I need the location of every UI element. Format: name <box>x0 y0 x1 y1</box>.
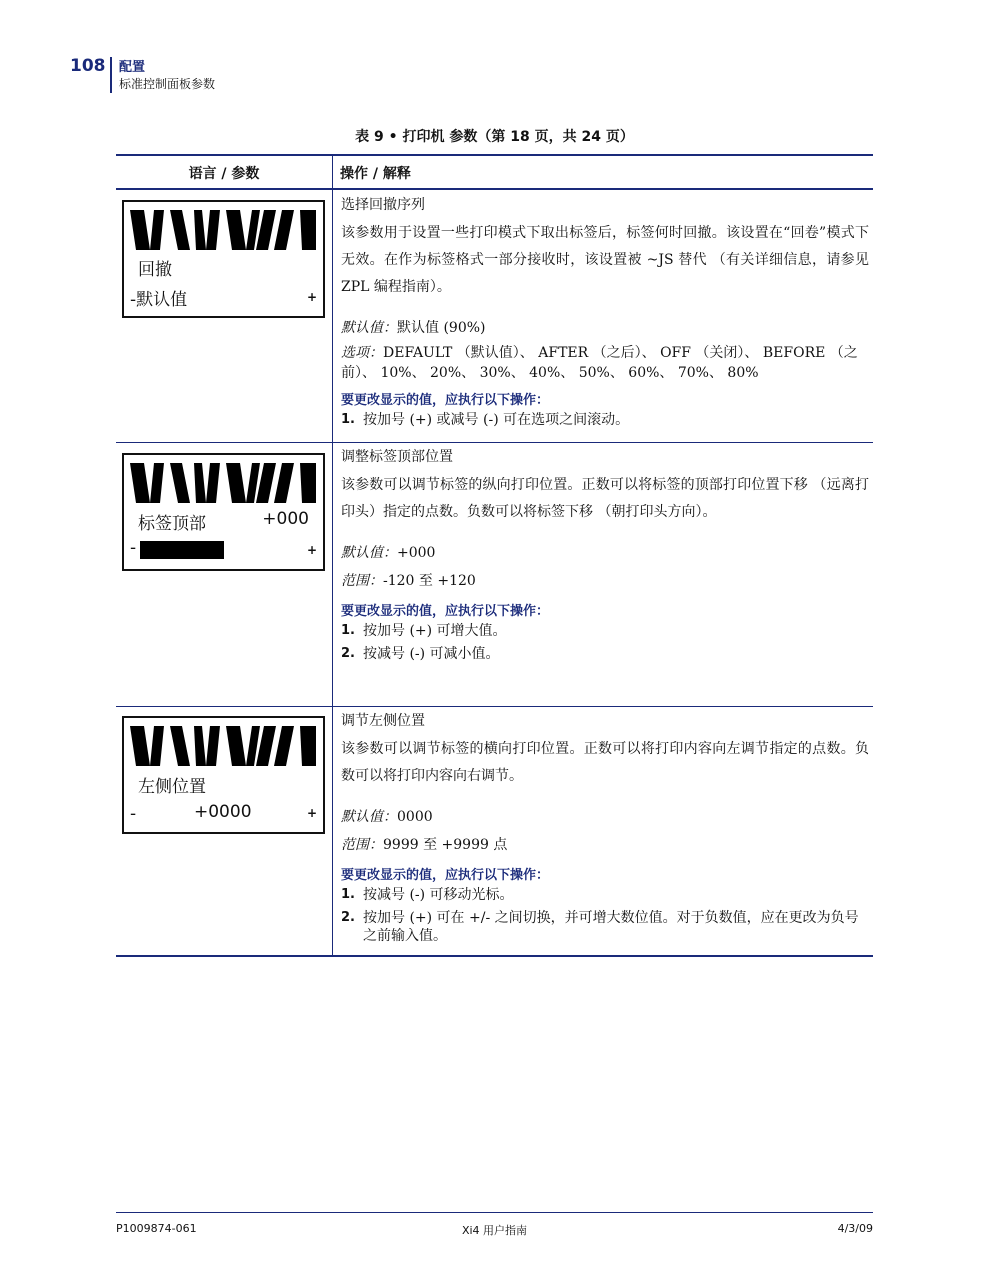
default-label: 默认值： <box>341 545 397 561</box>
options-label: 选项： <box>341 345 383 361</box>
step-item: 1. 按减号 (-) 可移动光标。 <box>341 887 514 903</box>
lcd-line-1: 标签顶部 <box>138 514 206 534</box>
zebra-logo-icon <box>130 724 319 768</box>
parameter-explanation: 该参数用于设置一些打印模式下取出标签后，标签何时回撤。该设置在“回卷”模式下无效。在作为标签格式一部分接收时，该设置被 ~JS 替代 （有关详细信息，请参见 ZPL 编程指南）。 <box>341 225 869 295</box>
footer-guide-title: Xi4 用户指南 <box>461 1224 528 1237</box>
change-instructions-heading: 要更改显示的值，应执行以下操作： <box>341 604 550 619</box>
step-text: 按减号 (-) 可减小值。 <box>363 646 500 662</box>
step-item: 1. 按加号 (+) 或减号 (-) 可在选项之间滚动。 <box>341 412 630 428</box>
column-divider <box>332 156 333 956</box>
default-text: 默认值 (90%) <box>397 320 486 336</box>
zebra-logo-icon <box>130 461 319 505</box>
table-top-rule <box>116 154 873 156</box>
footer-doc-id: P1009874-061 <box>116 1222 197 1235</box>
step-text: 按加号 (+) 或减号 (-) 可在选项之间滚动。 <box>363 412 630 428</box>
column-header-parameter: 语言 / 参数 <box>188 166 260 182</box>
footer-date: 4/3/09 <box>837 1222 873 1235</box>
change-instructions-heading: 要更改显示的值，应执行以下操作： <box>341 868 550 883</box>
lcd-plus-indicator: + <box>306 806 317 820</box>
chapter-title: 配置 <box>119 60 146 75</box>
lcd-display <box>122 716 325 834</box>
step-item: 1. 按加号 (+) 可增大值。 <box>341 623 507 639</box>
lcd-line-2: -默认值 <box>130 290 188 310</box>
parameter-explanation: 该参数可以调节标签的纵向打印位置。正数可以将标签的顶部打印位置下移 （远离打印头）指定的点数。负数可以将标签下移 （朝打印头方向）。 <box>341 477 869 520</box>
default-value <box>341 806 869 828</box>
lcd-display <box>122 200 325 318</box>
parameter-description <box>341 710 869 950</box>
default-text: +000 <box>397 545 436 561</box>
step-item: 2. 按减号 (-) 可减小值。 <box>341 646 500 662</box>
default-value <box>341 317 869 339</box>
lcd-value: +0000 <box>194 802 252 822</box>
range-text: 9999 至 +9999 点 <box>383 837 508 853</box>
header-divider <box>110 57 112 93</box>
zebra-logo-icon <box>130 208 319 252</box>
footer-rule <box>116 1212 873 1213</box>
step-text: 按加号 (+) 可增大值。 <box>363 623 507 639</box>
options-text: DEFAULT （默认值）、 AFTER （之后）、 OFF （关闭）、 BEFORE （之前）、 10%、 20%、 30%、 40%、 50%、 60%、 70%、 80% <box>341 345 858 381</box>
lcd-level-bar <box>140 541 224 559</box>
table-caption: 表 9 • 打印机 参数（第 18 页，共 24 页） <box>355 129 634 145</box>
step-text: 按加号 (+) 可在 +/- 之间切换，并可增大数位值。对于负数值，应在更改为负号之前输入值。 <box>363 910 859 944</box>
default-label: 默认值： <box>341 320 397 336</box>
lcd-line-1: 左侧位置 <box>138 777 206 797</box>
header-rule <box>116 188 873 190</box>
step-item: 2. 按加号 (+) 可在 +/- 之间切换，并可增大数位值。对于负数值，应在更改为负号之前输入值。 <box>341 910 859 944</box>
lcd-value: +000 <box>262 509 309 529</box>
parameter-title: 调整标签顶部位置 <box>341 449 453 465</box>
range-label: 范围： <box>341 573 383 589</box>
steps-list <box>341 411 869 429</box>
parameter-title: 调节左侧位置 <box>341 713 425 729</box>
column-header-action: 操作 / 解释 <box>340 166 411 182</box>
default-value <box>341 542 869 564</box>
lcd-line-2: - <box>130 804 137 824</box>
step-text: 按减号 (-) 可移动光标。 <box>363 887 514 903</box>
steps-list <box>341 622 869 663</box>
lcd-plus-indicator: + <box>306 543 317 557</box>
range-text: -120 至 +120 <box>383 573 476 589</box>
default-label: 默认值： <box>341 809 397 825</box>
table-bottom-rule <box>116 955 873 957</box>
lcd-plus-indicator: + <box>306 290 317 304</box>
steps-list <box>341 886 869 945</box>
lcd-line-2: - <box>130 538 137 558</box>
section-title: 标准控制面板参数 <box>119 77 216 91</box>
range-value <box>341 570 869 592</box>
range-value <box>341 834 869 856</box>
lcd-display <box>122 453 325 571</box>
lcd-line-1: 回撤 <box>138 260 172 280</box>
change-instructions-heading: 要更改显示的值，应执行以下操作： <box>341 393 550 408</box>
range-label: 范围： <box>341 837 383 853</box>
row-divider <box>116 442 873 443</box>
page-number: 108 <box>70 56 106 76</box>
row-divider <box>116 706 873 707</box>
parameter-description <box>341 446 869 668</box>
parameter-description <box>341 194 869 434</box>
parameter-explanation: 该参数可以调节标签的横向打印位置。正数可以将打印内容向左调节指定的点数。负数可以将打印内容向右调节。 <box>341 741 869 784</box>
default-text: 0000 <box>397 809 433 825</box>
parameter-title: 选择回撤序列 <box>341 197 425 213</box>
options-value <box>341 343 869 383</box>
